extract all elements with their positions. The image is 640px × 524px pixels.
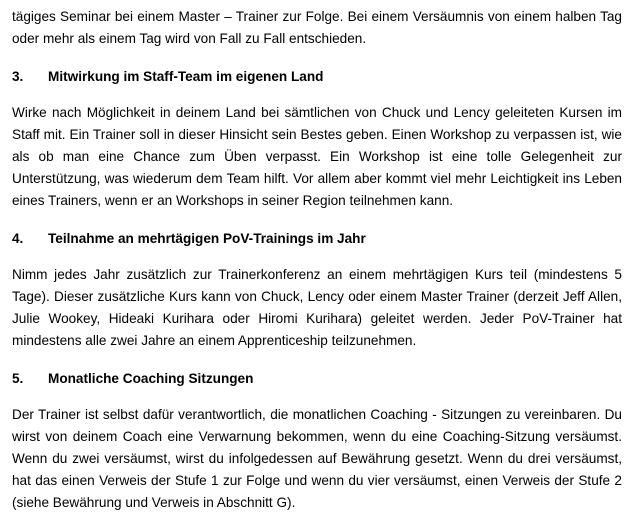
intro-paragraph: tägiges Seminar bei einem Master – Trainer zur Folge. Bei einem Versäumnis von einem halben Tag oder mehr als einem Tag wird von Fall zu Fall entschieden. bbox=[12, 9, 622, 46]
section-body-4: Nimm jedes Jahr zusätzlich zur Trainerkonferenz an einem mehrtägigen Kurs teil (mindestens 5 Tage). Dieser zusätzliche Kurs kann von Chuck, Lency oder einem Master Trainer (derzeit Jeff Allen, Julie Wookey, Hideaki Kurihara oder Hiromi Kurihara) geleitet werden. Jeder PoV-Trainer hat mindestens alle zwei Jahre an einem Apprenticeship teilzunehmen. bbox=[12, 267, 622, 348]
section-body-3: Wirke nach Möglichkeit in deinem Land bei sämtlichen von Chuck und Lency geleiteten Kursen im Staff mit. Ein Trainer soll in dieser Hinsicht sein Bestes geben. Einen Workshop zu verpassen ist, wie als ob man eine Chance zum Üben verpasst. Ein Workshop ist eine tolle Gelegenheit zur Unterstützung, was wiederum dem Team hilft. Vor allem aber kommt viel mehr Leichtigkeit ins Leben eines Trainers, wenn er an Workshops in seiner Region teilnehmen kann. bbox=[12, 105, 622, 208]
section-title: Monatliche Coaching Sitzungen bbox=[48, 371, 254, 386]
section-heading-3 bbox=[12, 66, 622, 88]
section-title: Mitwirkung im Staff-Team im eigenen Land bbox=[48, 69, 324, 84]
section-heading-5 bbox=[12, 368, 622, 390]
section-heading-4 bbox=[12, 228, 622, 250]
section-title: Teilnahme an mehrtägigen PoV-Trainings im Jahr bbox=[48, 231, 366, 246]
section-body-5: Der Trainer ist selbst dafür verantwortlich, die monatlichen Coaching - Sitzungen zu vereinbaren. Du wirst von deinem Coach eine Verwarnung bekommen, wenn du eine Coaching-Sitzung versäumst. Wenn du zwei versäumst, wirst du infolgedessen auf Bewährung gesetzt. Wenn du drei versäumst, hat das einen Verweis der Stufe 1 zur Folge und wenn du vier versäumst, einen Verweis der Stufe 2 (siehe Bewährung und Verweis in Abschnitt G). bbox=[12, 407, 622, 510]
section-number: 4. bbox=[12, 231, 24, 246]
section-number: 5. bbox=[12, 371, 24, 386]
document-page bbox=[12, 6, 622, 514]
section-number: 3. bbox=[12, 69, 24, 84]
